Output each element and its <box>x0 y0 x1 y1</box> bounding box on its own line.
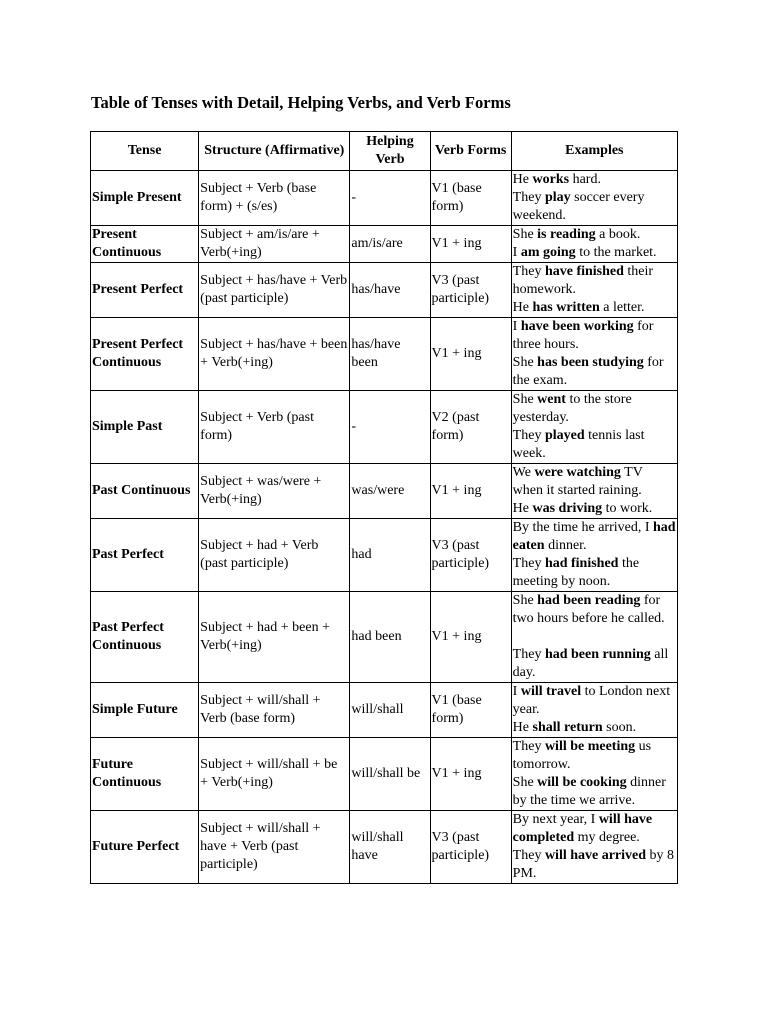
example-sentence <box>513 519 676 555</box>
example-text: By next year, I <box>512 812 599 827</box>
helping-verb-cell: will/shall have <box>350 811 430 884</box>
example-text: dinner. <box>544 538 587 553</box>
verb-highlight: have finished <box>544 264 624 279</box>
verb-highlight: were watching <box>534 465 621 480</box>
verb-form-cell: V1 + ing <box>430 738 511 811</box>
example-sentence <box>513 189 676 225</box>
helping-verb-cell: will/shall <box>350 683 430 738</box>
verb-highlight: had eaten <box>512 520 676 553</box>
example-sentence <box>513 427 676 463</box>
verb-highlight: is reading <box>537 227 596 242</box>
example-text: to the store yesterday. <box>512 392 632 425</box>
example-text: for three hours. <box>512 319 654 352</box>
verb-form-cell: V3 (past participle) <box>430 811 511 884</box>
verb-highlight: shall return <box>532 720 603 735</box>
verb-form-cell: V1 + ing <box>430 318 511 391</box>
tense-cell: Past Continuous <box>91 464 199 519</box>
table-row <box>91 592 678 683</box>
example-text: By the time he arrived, I <box>512 520 654 535</box>
examples-cell <box>511 464 677 519</box>
example-text: hard. <box>569 172 601 187</box>
examples-cell <box>511 263 677 318</box>
example-sentence <box>513 354 676 390</box>
examples-cell <box>511 391 677 464</box>
example-text: They <box>512 264 545 279</box>
examples-cell <box>511 226 677 263</box>
table-row <box>91 226 678 263</box>
example-text: She <box>512 775 538 790</box>
example-text: We <box>512 465 535 480</box>
example-text: She <box>512 593 538 608</box>
verb-highlight: will have completed <box>512 812 653 845</box>
helping-verb-cell: - <box>350 391 430 464</box>
example-sentence <box>513 738 676 774</box>
example-text: He <box>512 501 533 516</box>
example-text: They <box>512 428 545 443</box>
example-text: soon. <box>602 720 637 735</box>
verb-highlight: played <box>544 428 585 443</box>
structure-cell: Subject + has/have + been + Verb(+ing) <box>199 318 350 391</box>
table-body <box>91 171 678 884</box>
verb-form-cell: V3 (past participle) <box>430 263 511 318</box>
table-row <box>91 263 678 318</box>
example-text: us tomorrow. <box>512 739 652 772</box>
example-sentence <box>513 719 676 737</box>
example-text: They <box>512 739 545 754</box>
structure-cell: Subject + will/shall + Verb (base form) <box>199 683 350 738</box>
verb-highlight: will travel <box>520 684 582 699</box>
example-sentence <box>513 592 676 628</box>
example-sentence <box>513 811 676 847</box>
verb-form-cell: V3 (past participle) <box>430 519 511 592</box>
tense-cell: Present Perfect Continuous <box>91 318 199 391</box>
table-row <box>91 391 678 464</box>
examples-cell <box>511 519 677 592</box>
examples-cell <box>511 592 677 683</box>
structure-cell: Subject + am/is/are + Verb(+ing) <box>199 226 350 263</box>
tense-cell: Simple Past <box>91 391 199 464</box>
example-sentence <box>513 226 676 244</box>
verb-form-cell: V1 (base form) <box>430 171 511 226</box>
table-row <box>91 318 678 391</box>
verb-highlight: will have arrived <box>544 848 647 863</box>
header-structure: Structure (Affirmative) <box>199 132 350 171</box>
example-sentence <box>513 263 676 299</box>
example-sentence <box>513 171 676 189</box>
table-row <box>91 738 678 811</box>
examples-cell <box>511 738 677 811</box>
example-sentence <box>513 244 676 262</box>
verb-highlight: works <box>532 172 570 187</box>
verb-highlight: will be cooking <box>537 775 627 790</box>
verb-form-cell: V1 (base form) <box>430 683 511 738</box>
example-text: for two hours before he called. <box>512 593 665 626</box>
example-text: all day. <box>512 647 669 680</box>
example-sentence <box>513 299 676 317</box>
example-sentence <box>513 555 676 591</box>
verb-form-cell: V1 + ing <box>430 226 511 263</box>
verb-highlight: was driving <box>532 501 603 516</box>
table-header <box>91 132 678 171</box>
tense-cell: Present Continuous <box>91 226 199 263</box>
examples-cell <box>511 811 677 884</box>
table-row <box>91 519 678 592</box>
helping-verb-cell: had <box>350 519 430 592</box>
example-text: to London next year. <box>512 684 671 717</box>
verb-form-cell: V1 + ing <box>430 592 511 683</box>
structure-cell: Subject + was/were + Verb(+ing) <box>199 464 350 519</box>
verb-highlight: play <box>544 190 571 205</box>
table-row <box>91 171 678 226</box>
header-tense: Tense <box>91 132 199 171</box>
tense-cell: Future Perfect <box>91 811 199 884</box>
example-text: He <box>512 172 533 187</box>
example-text: She <box>512 392 538 407</box>
structure-cell: Subject + Verb (base form) + (s/es) <box>199 171 350 226</box>
verb-form-cell: V2 (past form) <box>430 391 511 464</box>
example-text: TV when it started raining. <box>512 465 643 498</box>
table-row <box>91 811 678 884</box>
example-text: They <box>512 190 545 205</box>
example-sentence <box>513 464 676 500</box>
verb-highlight: had been reading <box>537 593 641 608</box>
example-text: He <box>512 300 533 315</box>
example-text: She <box>512 355 538 370</box>
verb-highlight: have been working <box>520 319 634 334</box>
example-text: I <box>512 319 521 334</box>
helping-verb-cell: had been <box>350 592 430 683</box>
verb-highlight: has written <box>532 300 600 315</box>
header-examples: Examples <box>511 132 677 171</box>
example-text: the meeting by noon. <box>512 556 640 589</box>
verb-highlight: had been running <box>544 647 651 662</box>
examples-cell <box>511 171 677 226</box>
verb-highlight: went <box>537 392 566 407</box>
header-row <box>91 132 678 171</box>
examples-cell <box>511 683 677 738</box>
example-sentence <box>513 847 676 883</box>
example-text: dinner by the time we arrive. <box>512 775 666 808</box>
structure-cell: Subject + had + been + Verb(+ing) <box>199 592 350 683</box>
example-sentence <box>513 774 676 810</box>
helping-verb-cell: was/were <box>350 464 430 519</box>
example-text: They <box>512 848 545 863</box>
verb-highlight: had finished <box>544 556 619 571</box>
example-sentence <box>513 391 676 427</box>
table-row <box>91 464 678 519</box>
example-text: They <box>512 647 545 662</box>
helping-verb-cell: am/is/are <box>350 226 430 263</box>
tense-cell: Simple Future <box>91 683 199 738</box>
example-text: She <box>512 227 538 242</box>
example-text: I <box>512 684 521 699</box>
helping-verb-cell: will/shall be <box>350 738 430 811</box>
example-spacer <box>513 628 676 646</box>
example-text: tennis last week. <box>512 428 645 461</box>
example-text: to the market. <box>575 245 657 260</box>
verb-form-cell: V1 + ing <box>430 464 511 519</box>
header-helping-verb: Helping Verb <box>350 132 430 171</box>
example-text: soccer every weekend. <box>512 190 645 223</box>
example-text: their homework. <box>512 264 654 297</box>
tense-cell: Present Perfect <box>91 263 199 318</box>
structure-cell: Subject + Verb (past form) <box>199 391 350 464</box>
example-text: by 8 PM. <box>512 848 675 881</box>
helping-verb-cell: has/have <box>350 263 430 318</box>
tense-cell: Simple Present <box>91 171 199 226</box>
examples-cell <box>511 318 677 391</box>
example-text: He <box>512 720 533 735</box>
example-sentence <box>513 500 676 518</box>
tense-cell: Past Perfect Continuous <box>91 592 199 683</box>
example-text: for the exam. <box>512 355 664 388</box>
structure-cell: Subject + has/have + Verb (past participle) <box>199 263 350 318</box>
example-text: to work. <box>602 501 653 516</box>
structure-cell: Subject + will/shall + have + Verb (past participle) <box>199 811 350 884</box>
helping-verb-cell: has/have been <box>350 318 430 391</box>
verb-highlight: has been studying <box>537 355 644 370</box>
example-sentence <box>513 683 676 719</box>
table-row <box>91 683 678 738</box>
tenses-table <box>90 131 678 884</box>
example-sentence <box>513 318 676 354</box>
structure-cell: Subject + had + Verb (past participle) <box>199 519 350 592</box>
tense-cell: Future Continuous <box>91 738 199 811</box>
example-text: my degree. <box>574 830 640 845</box>
header-verb-forms: Verb Forms <box>430 132 511 171</box>
helping-verb-cell: - <box>350 171 430 226</box>
example-text: They <box>512 556 545 571</box>
structure-cell: Subject + will/shall + be + Verb(+ing) <box>199 738 350 811</box>
example-text: I <box>512 245 521 260</box>
example-sentence <box>513 646 676 682</box>
tense-cell: Past Perfect <box>91 519 199 592</box>
example-text: a letter. <box>599 300 645 315</box>
verb-highlight: am going <box>520 245 576 260</box>
verb-highlight: will be meeting <box>544 739 636 754</box>
page-title: Table of Tenses with Detail, Helping Verbs, and Verb Forms <box>91 93 511 112</box>
example-text: a book. <box>595 227 641 242</box>
